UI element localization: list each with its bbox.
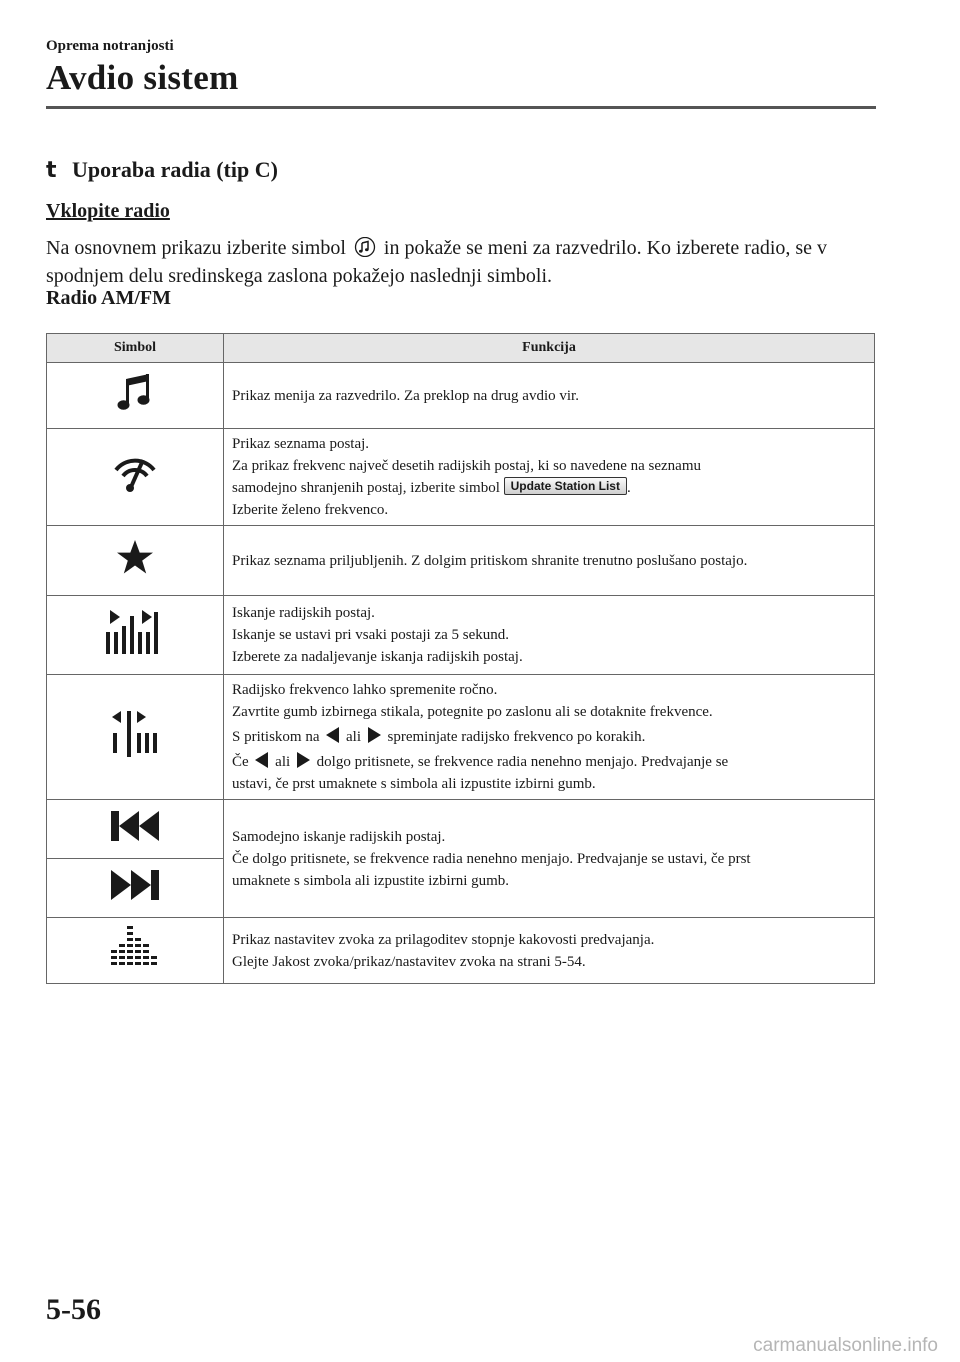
intro-paragraph	[46, 234, 886, 290]
radio-station-list-icon	[112, 454, 158, 501]
scan-icon	[102, 608, 168, 663]
function-text: Če dolgo pritisnete, se frekvence radia nenehno menjajo. Predvajanje se ustavi, če prst	[232, 850, 751, 867]
music-note-icon	[115, 371, 155, 420]
title-rule	[46, 106, 876, 109]
function-text: Iskanje radijskih postaj.	[232, 605, 375, 621]
seek-forward-icon	[107, 867, 163, 910]
table-row	[47, 675, 875, 800]
seek-back-icon	[107, 808, 163, 851]
step-left-icon	[326, 727, 339, 743]
function-cell	[224, 800, 875, 918]
function-text: .	[626, 480, 631, 496]
function-text: Samodejno iskanje radijskih postaj.	[232, 828, 446, 845]
function-text: Izberite želeno frekvenco.	[232, 502, 389, 518]
function-text: ali	[275, 754, 291, 770]
step-right-icon	[297, 752, 310, 768]
symbol-cell	[47, 675, 224, 800]
intro-text-1: Na osnovnem prikazu izberite simbol	[46, 237, 346, 259]
function-text: samodejno shranjenih postaj, izberite simbol	[232, 480, 500, 496]
intro-text-2: in pokaže se meni za razvedrilo. Ko izberete radio, se v spodnjem delu sredinskega zaslona pokažejo naslednji simboli.	[46, 237, 828, 287]
section-label: Oprema notranjosti	[46, 38, 174, 54]
subheading-am-fm: Radio AM/FM	[46, 287, 171, 309]
manual-tune-icon	[107, 709, 163, 766]
function-cell	[224, 918, 875, 984]
symbol-cell	[47, 363, 224, 429]
function-text: Prikaz menija za razvedrilo. Za preklop na drug avdio vir.	[232, 387, 579, 404]
function-cell	[224, 596, 875, 675]
watermark: carmanualsonline.info	[753, 1335, 938, 1356]
function-cell	[224, 526, 875, 596]
function-cell	[224, 363, 875, 429]
table-row	[47, 363, 875, 429]
function-text: Glejte Jakost zvoka/prikaz/nastavitev zvoka na strani 5-54.	[232, 953, 586, 970]
symbol-cell	[47, 918, 224, 984]
symbol-table	[46, 333, 875, 984]
table-row	[47, 918, 875, 984]
function-text: Za prikaz frekvenc največ desetih radijskih postaj, ki so navedene na seznamu	[232, 458, 701, 474]
function-text: dolgo pritisnete, se frekvence radia nenehno menjajo. Predvajanje se	[316, 754, 729, 770]
function-text: umaknete s simbola ali izpustite izbirni gumb.	[232, 872, 510, 889]
function-text: ustavi, če prst umaknete s simbola ali izpustite izbirni gumb.	[232, 776, 596, 792]
function-cell	[224, 429, 875, 526]
table-row	[47, 800, 875, 859]
function-text: spreminjate radijsko frekvenco po korakih.	[387, 729, 646, 745]
function-text: Prikaz seznama priljubljenih. Z dolgim pritiskom shranite trenutno poslušano postajo.	[232, 552, 748, 569]
subheading: Vklopite radio	[46, 200, 170, 222]
heading-marker: t	[46, 158, 57, 183]
symbol-cell	[47, 800, 224, 859]
symbol-cell	[47, 596, 224, 675]
header-function: Funkcija	[224, 334, 875, 363]
chapter-title: Avdio sistem	[46, 58, 239, 97]
page-number: 5-56	[46, 1293, 101, 1326]
function-text: ali	[346, 729, 362, 745]
sound-settings-icon	[105, 924, 165, 977]
header-symbol: Simbol	[47, 334, 224, 363]
table-row	[47, 596, 875, 675]
function-text: Če	[232, 754, 249, 770]
function-cell	[224, 675, 875, 800]
function-text: Radijsko frekvenco lahko spremenite ročno.	[232, 682, 498, 698]
symbol-cell	[47, 526, 224, 596]
function-text: Zavrtite gumb izbirnega stikala, potegnite po zaslonu ali se dotaknite frekvence.	[232, 704, 713, 720]
function-text: S pritiskom na	[232, 729, 320, 745]
table-header-row	[47, 334, 875, 363]
function-text: Iskanje se ustavi pri vsaki postaji za 5 sekund.	[232, 627, 510, 643]
table-row	[47, 429, 875, 526]
function-text: Prikaz nastavitev zvoka za prilagoditev stopnje kakovosti predvajanja.	[232, 931, 655, 948]
symbol-cell	[47, 859, 224, 918]
step-left-icon	[255, 752, 268, 768]
heading-title: Uporaba radia (tip C)	[72, 157, 278, 182]
function-text: Izberete za nadaljevanje iskanja radijskih postaj.	[232, 649, 523, 665]
music-note-inline-icon	[352, 237, 378, 257]
function-text: Prikaz seznama postaj.	[232, 436, 370, 452]
step-right-icon	[368, 727, 381, 743]
section-heading	[46, 157, 278, 183]
symbol-cell	[47, 429, 224, 526]
star-icon	[115, 538, 155, 583]
table-row	[47, 526, 875, 596]
update-station-list-button[interactable]: Update Station List	[504, 477, 627, 495]
